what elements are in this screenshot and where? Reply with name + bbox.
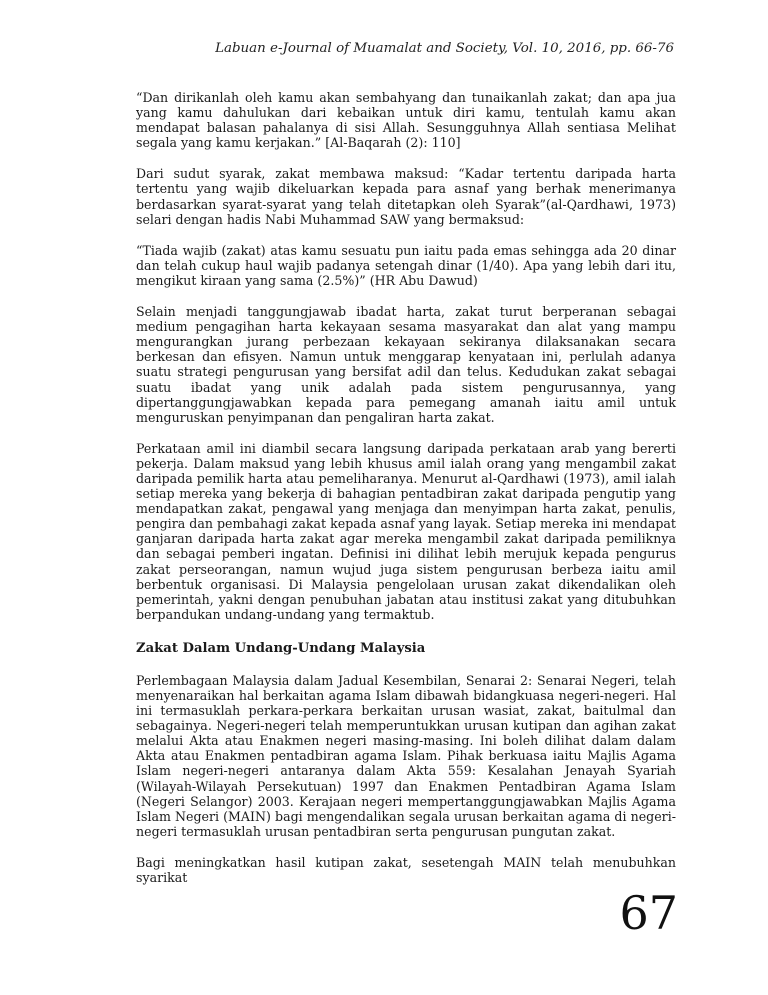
zakat-definition-paragraph: Dari sudut syarak, zakat membawa maksud: “Kadar tertentu daripada harta tertentu yang wajib dikeluarkan kepada para asnaf yang berhak menerimanya berdasarkan syarat-syarat yang telah ditetapkan oleh Syarak”(al-Qardhawi, 1973) selari dengan hadis Nabi Muhammad SAW yang bermaksud: <box>136 166 676 227</box>
running-header: Labuan e-Journal of Muamalat and Society, Vol. 10, 2016, pp. 66-76 <box>215 41 674 56</box>
page-number: 67 <box>619 886 678 940</box>
zakat-role-paragraph: Selain menjadi tanggungjawab ibadat harta, zakat turut berperanan sebagai medium pengagihan harta kekayaan sesama masyarakat dan alat yang mampu mengurangkan jurang perbezaan kekayaan sekiranya dilaksanakan secara berkesan dan efisyen. Namun untuk menggarap kenyataan ini, perlulah adanya suatu strategi pengurusan yang bersifat adil dan telus. Kedudukan zakat sebagai suatu ibadat yang unik adalah pada sistem pengurusannya, yang dipertanggungjawabkan kepada para pemegang amanah iaitu amil untuk menguruskan penyimpanan dan pengaliran harta zakat. <box>136 304 676 425</box>
amil-definition-paragraph: Perkataan amil ini diambil secara langsung daripada perkataan arab yang bererti pekerja. Dalam maksud yang lebih khusus amil ialah orang yang mengambil zakat daripada pemilik harta atau pemeliharanya. Menurut al-Qardhawi (1973), amil ialah setiap mereka yang bekerja di bahagian pentadbiran zakat daripada pengutip yang mendapatkan zakat, pengawal yang menjaga dan menyimpan harta zakat, penulis, pengira dan pembahagi zakat kepada asnaf yang layak. Setiap mereka ini mendapat ganjaran daripada harta zakat agar mereka mengambil zakat daripada pemiliknya dan sebagai pemberi ingatan. Definisi ini dilihat lebih merujuk kepada pengurus zakat perseorangan, namun wujud juga sistem pengurusan berbeza iaitu amil berbentuk organisasi. Di Malaysia pengelolaan urusan zakat dikendalikan oleh pemerintah, yakni dengan penubuhan jabatan atau institusi zakat yang ditubuhkan berpandukan undang-undang yang termaktub. <box>136 440 676 622</box>
constitution-paragraph: Perlembagaan Malaysia dalam Jadual Kesembilan, Senarai 2: Senarai Negeri, telah menyenaraikan hal berkaitan agama Islam dibawah bidangkuasa negeri-negeri. Hal ini termasuklah perkara-perkara berkaitan urusan wasiat, zakat, baitulmal dan sebagainya. Negeri-negeri telah memperuntukkan urusan kutipan dan agihan zakat melalui Akta atau Enakmen negeri masing-masing. Ini boleh dilihat dalam dalam Akta atau Enakmen pentadbiran agama Islam. Pihak berkuasa iaitu Majlis Agama Islam negeri-negeri antaranya dalam Akta 559: Kesalahan Jenayah Syariah (Wilayah-Wilayah Persekutuan) 1997 dan Enakmen Pentadbiran Agama Islam (Negeri Selangor) 2003. Kerajaan negeri mempertanggungjawabkan Majlis Agama Islam Negeri (MAIN) bagi mengendalikan segala urusan berkaitan agama di negeri-negeri termasuklah urusan pentadbiran serta pengurusan pungutan zakat. <box>136 672 676 839</box>
collection-paragraph: Bagi meningkatkan hasil kutipan zakat, sesetengah MAIN telah menubuhkan syarikat <box>136 854 676 886</box>
article-body <box>136 90 676 885</box>
section-heading: Zakat Dalam Undang-Undang Malaysia <box>136 640 426 656</box>
hadith-quote-paragraph: “Tiada wajib (zakat) atas kamu sesuatu pun iaitu pada emas sehingga ada 20 dinar dan telah cukup haul wajib padanya setengah dinar (1/40). Apa yang lebih dari itu, mengikut kiraan yang sama (2.5%)” (HR Abu Dawud) <box>136 242 676 288</box>
quran-quote-paragraph: “Dan dirikanlah oleh kamu akan sembahyang dan tunaikanlah zakat; dan apa jua yang kamu dahulukan dari kebaikan untuk diri kamu, tentulah kamu akan mendapat balasan pahalanya di sisi Allah. Sesungguhnya Allah sentiasa Melihat segala yang kamu kerjakan.” [Al-Baqarah (2): 110] <box>136 90 676 151</box>
